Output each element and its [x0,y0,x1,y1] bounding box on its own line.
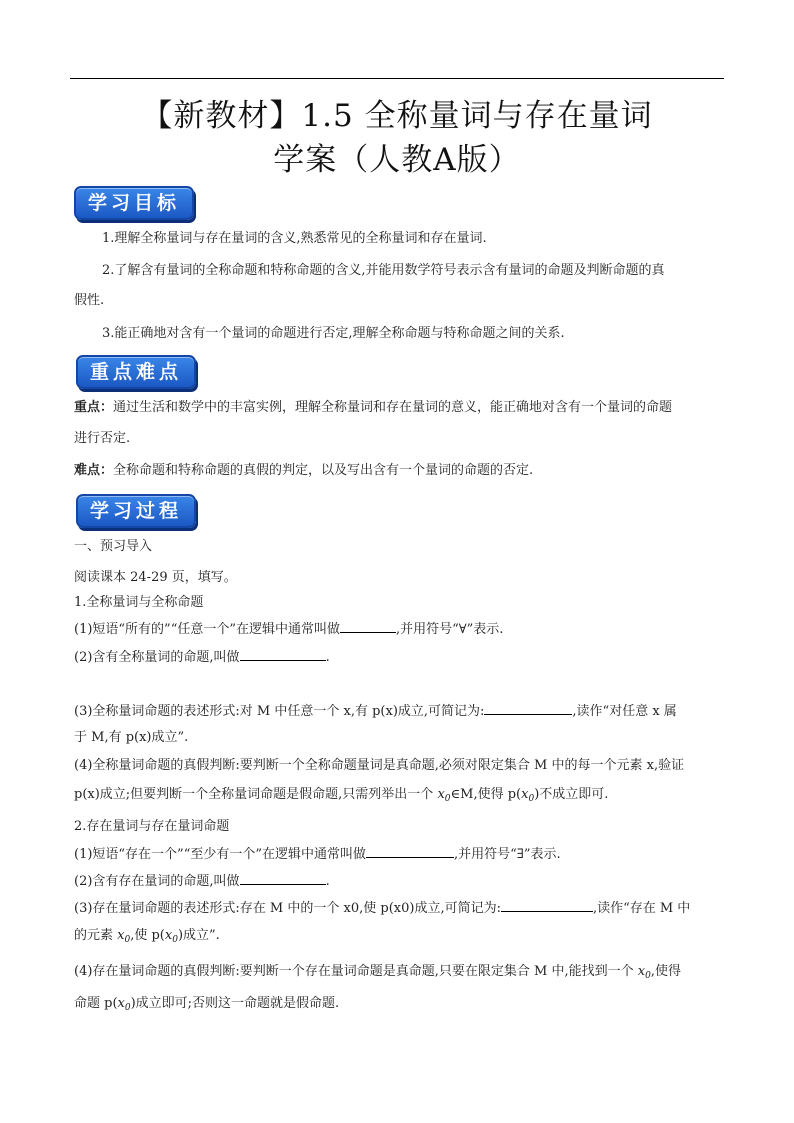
header-rule [70,78,724,79]
page-subtitle: 学案（人教A版） [273,142,521,178]
heading-existential: 2.存在量词与存在量词命题 [74,819,230,834]
page-title: 【新教材】1.5 全称量词与存在量词 [141,98,653,134]
key-point-line [74,399,672,417]
difficulty-label: 难点： [74,463,114,478]
item-2-1: (1)短语“存在一个”“至少有一个”在逻辑中通常叫做 ,并用符号“∃”表示. [74,847,561,862]
fill-blank[interactable] [340,620,396,633]
fill-blank[interactable] [501,899,593,912]
fill-blank[interactable] [366,845,454,858]
key-point-cont: 进行否定. [74,431,131,446]
item-2-3-cont: 的元素 $x_0$,使 $p(x_0)$成立”. [74,928,220,945]
objectives-badge: 学习目标 [74,186,194,220]
math-x0: $x_0$ [437,787,451,804]
math-x0: $x_0$ [117,996,131,1013]
objective-3: 3.能正确地对含有一个量词的命题进行否定,理解全称命题与特称命题之间的关系. [102,326,565,341]
process-badge: 学习过程 [76,494,196,528]
reading-instruction: 阅读课本 24-29 页，填写。 [74,570,237,585]
difficulty-text: 全称命题和特称命题的真假的判定，以及写出含有一个量词的命题的否定. [113,463,534,478]
math-x0: $x_0$ [117,928,131,945]
objective-2-cont: 假性. [74,293,105,308]
item-2-3: (3)存在量词命题的表述形式:存在 M 中的一个 x0,使 p(x0)成立,可简记为: ,读作“存在 M 中 [74,901,691,916]
item-1-3: (3)全称量词命题的表述形式:对 M 中任意一个 x,有 p(x)成立,可简记为: ,读作“对任意 x 属 [74,704,677,719]
objective-2: 2.了解含有量词的全称命题和特称命题的含义,并能用数学符号表示含有量词的命题及判断命题的真 [102,263,665,278]
item-1-2: (2)含有全称量词的命题,叫做 . [74,650,330,665]
item-1-3-cont: 于 M,有 p(x)成立”. [74,730,189,745]
key-label: 重点： [74,400,114,415]
item-1-1: (1)短语“所有的”“任意一个”在逻辑中通常叫做 ,并用符号“∀”表示. [74,622,504,637]
math-x0: $x_0$ [637,964,651,981]
math-x0: $x_0$ [164,928,178,945]
objective-1: 1.理解全称量词与存在量词的含义,熟悉常见的全称量词和存在量词. [102,231,487,246]
heading-universal: 1.全称量词与全称命题 [74,595,204,610]
item-2-4-cont: 命题 $p(x_0)$成立即可;否则这一命题就是假命题. [74,996,340,1013]
key-text: 通过生活和数学中的丰富实例，理解全称量词和存在量词的意义，能正确地对含有一个量词的命题 [113,400,673,415]
fill-blank[interactable] [240,872,326,885]
item-2-4: (4)存在量词命题的真假判断:要判断一个存在量词命题是真命题,只要在限定集合 M 中,能找到一个 $x_0$,使得 [74,964,681,981]
item-2-2: (2)含有存在量词的命题,叫做 . [74,874,330,889]
key-points-badge: 重点难点 [76,355,196,389]
fill-blank[interactable] [240,648,326,661]
difficulty-line [74,462,533,480]
fill-blank[interactable] [484,702,572,715]
item-1-4-cont: p(x)成立;但要判断一个全称量词命题是假命题,只需列举出一个 $x_0\in M$,使得 $p(x_0)$不成立即可. [74,787,609,804]
math-x0: $x_0$ [521,787,535,804]
item-1-4: (4)全称量词命题的真假判断:要判断一个全称命题量词是真命题,必须对限定集合 M 中的每一个元素 x,验证 [74,758,685,773]
section-heading: 一、预习导入 [74,539,153,554]
